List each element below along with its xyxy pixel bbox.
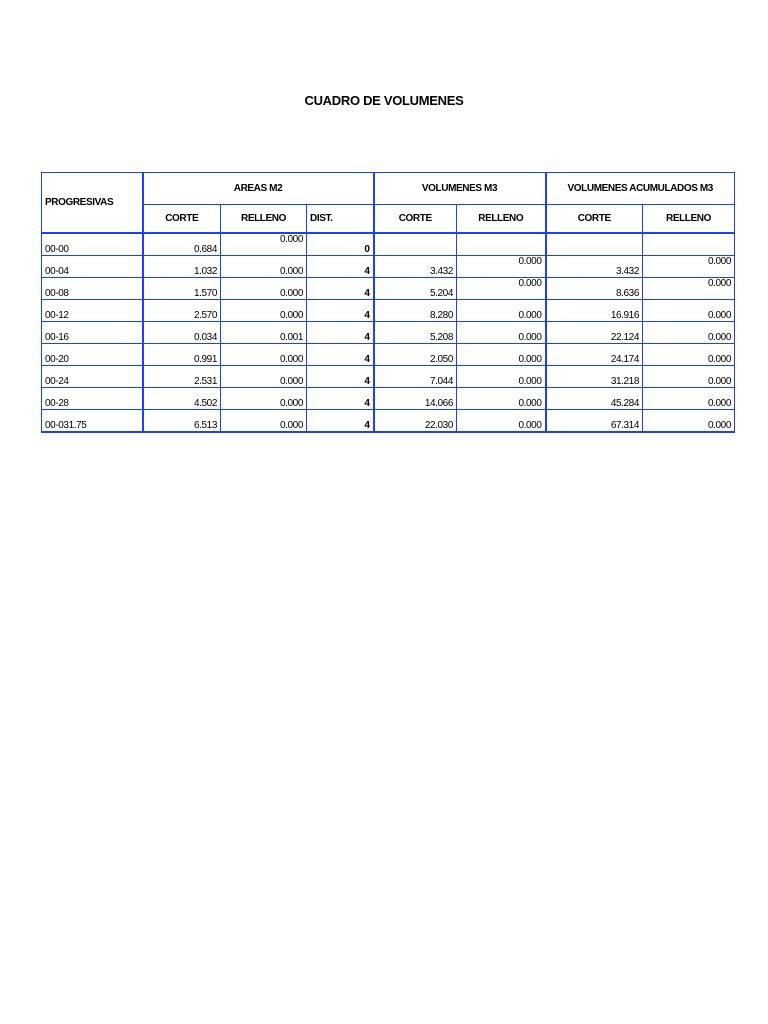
progresiva-cell: 00-16: [42, 322, 143, 344]
vol-corte-cell: 5.208: [374, 322, 457, 344]
table-row: [42, 344, 735, 366]
acum-corte-cell: 8.636: [546, 278, 643, 300]
acum-corte-cell: [546, 233, 643, 256]
area-corte-cell: 1.570: [143, 278, 221, 300]
acum-corte-cell: 22.124: [546, 322, 643, 344]
dist-cell: 4: [307, 278, 374, 300]
area-relleno-cell: 0.000: [221, 256, 307, 278]
vol-corte-cell: [374, 233, 457, 256]
acum-relleno-cell: 0.000: [643, 388, 735, 410]
header-vol-relleno: RELLENO: [457, 205, 546, 234]
header-vol-corte: CORTE: [374, 205, 457, 234]
dist-cell: 0: [307, 233, 374, 256]
progresiva-cell: 00-04: [42, 256, 143, 278]
vol-relleno-cell: 0.000: [457, 410, 546, 433]
dist-cell: 4: [307, 366, 374, 388]
area-corte-cell: 2.531: [143, 366, 221, 388]
acum-relleno-cell: 0.000: [643, 344, 735, 366]
acum-relleno-cell: 0.000: [643, 322, 735, 344]
progresiva-cell: 00-00: [42, 233, 143, 256]
header-area-relleno: RELLENO: [221, 205, 307, 234]
vol-relleno-cell: 0.000: [457, 366, 546, 388]
vol-corte-cell: 8.280: [374, 300, 457, 322]
header-dist: DIST.: [307, 205, 374, 234]
acum-relleno-cell: 0.000: [643, 300, 735, 322]
area-relleno-cell: 0.000: [221, 366, 307, 388]
dist-cell: 4: [307, 256, 374, 278]
dist-cell: 4: [307, 410, 374, 433]
area-corte-cell: 1.032: [143, 256, 221, 278]
area-relleno-cell: 0.000: [221, 344, 307, 366]
vol-corte-cell: 5.204: [374, 278, 457, 300]
area-relleno-cell: 0.000: [221, 410, 307, 433]
acum-relleno-cell: 0.000: [643, 256, 735, 278]
area-corte-cell: 0.684: [143, 233, 221, 256]
dist-cell: 4: [307, 344, 374, 366]
vol-relleno-cell: [457, 233, 546, 256]
area-relleno-cell: 0.001: [221, 322, 307, 344]
area-corte-cell: 6.513: [143, 410, 221, 433]
vol-corte-cell: 2.050: [374, 344, 457, 366]
acum-relleno-cell: 0.000: [643, 366, 735, 388]
acum-corte-cell: 3.432: [546, 256, 643, 278]
progresiva-cell: 00-28: [42, 388, 143, 410]
header-volumenes-acumulados: VOLUMENES ACUMULADOS M3: [546, 173, 735, 205]
table-row: [42, 388, 735, 410]
vol-relleno-cell: 0.000: [457, 388, 546, 410]
page-title: CUADRO DE VOLUMENES: [304, 93, 464, 108]
header-progresivas: PROGRESIVAS: [42, 173, 143, 234]
header-acum-relleno: RELLENO: [643, 205, 735, 234]
acum-corte-cell: 67.314: [546, 410, 643, 433]
acum-corte-cell: 16.916: [546, 300, 643, 322]
area-relleno-cell: 0.000: [221, 278, 307, 300]
header-area-corte: CORTE: [143, 205, 221, 234]
dist-cell: 4: [307, 300, 374, 322]
table-row: [42, 366, 735, 388]
dist-cell: 4: [307, 388, 374, 410]
acum-relleno-cell: 0.000: [643, 278, 735, 300]
vol-relleno-cell: 0.000: [457, 256, 546, 278]
table-row: [42, 322, 735, 344]
vol-corte-cell: 22.030: [374, 410, 457, 433]
progresiva-cell: 00-08: [42, 278, 143, 300]
vol-relleno-cell: 0.000: [457, 322, 546, 344]
area-relleno-cell: 0.000: [221, 300, 307, 322]
area-corte-cell: 4.502: [143, 388, 221, 410]
vol-corte-cell: 3.432: [374, 256, 457, 278]
vol-relleno-cell: 0.000: [457, 300, 546, 322]
progresiva-cell: 00-031.75: [42, 410, 143, 433]
progresiva-cell: 00-24: [42, 366, 143, 388]
table-row: [42, 256, 735, 278]
vol-relleno-cell: 0.000: [457, 278, 546, 300]
progresiva-cell: 00-12: [42, 300, 143, 322]
area-relleno-cell: 0.000: [221, 388, 307, 410]
area-corte-cell: 0.991: [143, 344, 221, 366]
table-row: [42, 300, 735, 322]
table-row: [42, 233, 735, 256]
acum-relleno-cell: 0.000: [643, 410, 735, 433]
header-areas: AREAS M2: [143, 173, 374, 205]
acum-corte-cell: 45.284: [546, 388, 643, 410]
vol-relleno-cell: 0.000: [457, 344, 546, 366]
volumes-table: [41, 172, 735, 433]
vol-corte-cell: 14.066: [374, 388, 457, 410]
progresiva-cell: 00-20: [42, 344, 143, 366]
header-volumenes: VOLUMENES M3: [374, 173, 546, 205]
area-relleno-cell: 0.000: [221, 233, 307, 256]
area-corte-cell: 2.570: [143, 300, 221, 322]
table-row: [42, 410, 735, 433]
dist-cell: 4: [307, 322, 374, 344]
acum-corte-cell: 24.174: [546, 344, 643, 366]
acum-corte-cell: 31.218: [546, 366, 643, 388]
header-acum-corte: CORTE: [546, 205, 643, 234]
area-corte-cell: 0.034: [143, 322, 221, 344]
vol-corte-cell: 7.044: [374, 366, 457, 388]
table-row: [42, 278, 735, 300]
acum-relleno-cell: [643, 233, 735, 256]
